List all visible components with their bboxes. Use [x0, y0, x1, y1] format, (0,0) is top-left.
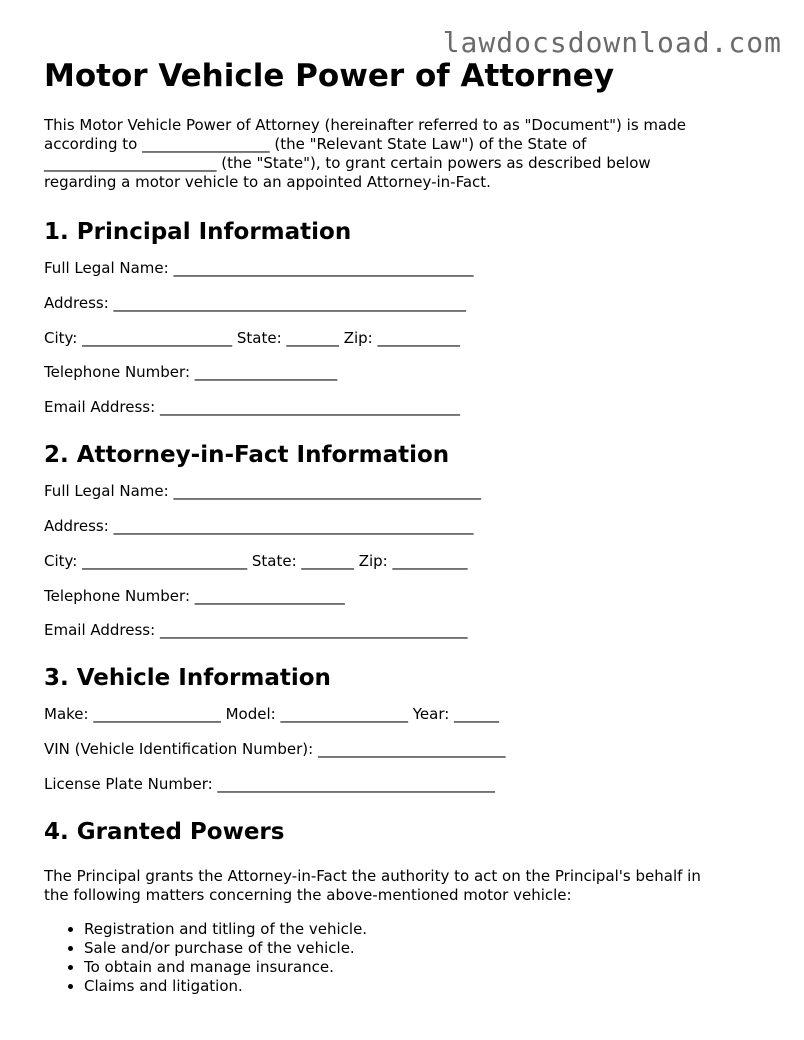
intro-line: This Motor Vehicle Power of Attorney (hereinafter referred to as "Document") is made	[44, 116, 686, 134]
list-item: • To obtain and manage insurance.	[84, 958, 764, 977]
section-heading-attorney: 2. Attorney-in-Fact Information	[44, 442, 450, 469]
principal-email-field[interactable]: Email Address: ________________________________________	[44, 398, 460, 417]
powers-list	[44, 920, 764, 996]
principal-city-state-zip-field[interactable]: City: ____________________ State: _______ Zip: ___________	[44, 328, 460, 347]
attorney-fields	[44, 481, 764, 640]
list-item: • Claims and litigation.	[84, 977, 764, 996]
section-heading-principal: 1. Principal Information	[44, 219, 352, 245]
vehicle-plate-field[interactable]: License Plate Number: _____________________________________	[44, 774, 495, 793]
vehicle-make-model-year-field[interactable]: Make: _________________ Model: _________________ Year: ______	[44, 705, 500, 724]
intro-line: _______________________ (the "State"), to grant certain powers as described below	[44, 154, 651, 172]
powers-paragraph-line: The Principal grants the Attorney-in-Fact the authority to act on the Principal's behalf in	[44, 866, 701, 885]
principal-fields	[44, 258, 764, 417]
attorney-email-field[interactable]: Email Address: _________________________________________	[44, 621, 468, 640]
attorney-city-state-zip-field[interactable]: City: ______________________ State: _______ Zip: __________	[44, 551, 468, 570]
intro-paragraph	[44, 116, 764, 192]
intro-line: regarding a motor vehicle to an appointed Attorney-in-Fact.	[44, 173, 491, 191]
document-page	[44, 56, 764, 996]
section-heading-powers: 4. Granted Powers	[44, 818, 285, 845]
document-title: Motor Vehicle Power of Attorney	[44, 58, 615, 94]
attorney-address-field[interactable]: Address: ________________________________________________	[44, 516, 474, 535]
intro-line: according to _________________ (the "Relevant State Law") of the State of	[44, 135, 587, 153]
vehicle-vin-field[interactable]: VIN (Vehicle Identification Number): _________________________	[44, 740, 506, 759]
principal-telephone-field[interactable]: Telephone Number: ___________________	[44, 363, 338, 382]
principal-address-field[interactable]: Address: _______________________________________________	[44, 293, 467, 312]
watermark: lawdocsdownload.com	[442, 26, 782, 59]
principal-full-name-field[interactable]: Full Legal Name: ________________________________________	[44, 259, 474, 277]
vehicle-fields	[44, 704, 764, 794]
list-item: • Sale and/or purchase of the vehicle.	[84, 939, 764, 958]
powers-paragraph	[44, 867, 764, 905]
section-heading-vehicle: 3. Vehicle Information	[44, 665, 331, 692]
list-item: • Registration and titling of the vehicle.	[84, 920, 764, 939]
powers-paragraph-line: the following matters concerning the above-mentioned motor vehicle:	[44, 885, 572, 904]
attorney-full-name-field[interactable]: Full Legal Name: _________________________________________	[44, 482, 481, 501]
attorney-telephone-field[interactable]: Telephone Number: ____________________	[44, 586, 345, 605]
